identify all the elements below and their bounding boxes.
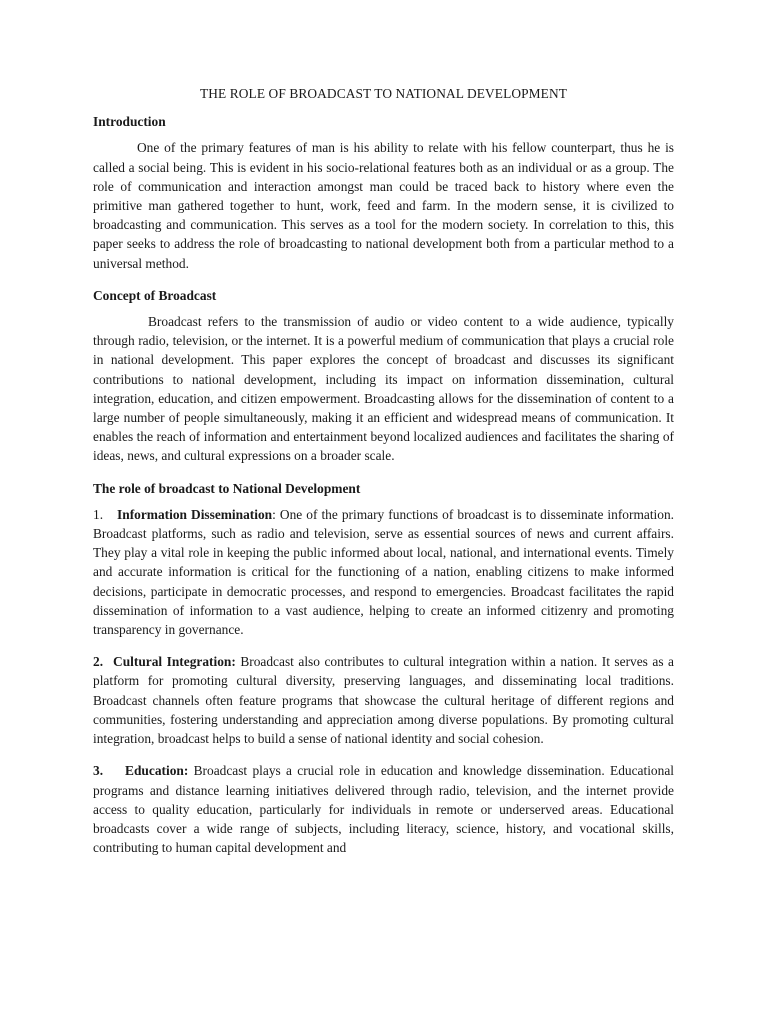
item-text: One of the primary functions of broadcast is to disseminate information. Broadcast platforms, such as radio and television, serve as essential sources of news and current affairs. They play a vital role in keeping the public informed about local, national, and international events. Timely and accurate information is critical for the functioning of a nation, enabling citizens to make informed decisions, participate in democratic processes, and respond to emergencies. Broadcast facilitates the rapid dissemination of information to a vast audience, helping to create an informed citizenry and promoting transparency in governance. [93, 506, 675, 638]
item-label: Information Dissemination [117, 506, 273, 522]
role-item-education [93, 761, 674, 857]
role-item-information-dissemination [93, 505, 674, 639]
role-heading: The role of broadcast to National Development [93, 480, 361, 496]
role-item-cultural-integration [93, 652, 674, 748]
item-label: Education: [125, 763, 189, 779]
introduction-paragraph: One of the primary features of man is his ability to relate with his fellow counterpart, thus he is called a social being. This is evident in his socio-relational features both as an individual or as a group. The role of communication and interaction amongst man could be traced back to history where even the primitive man gathered together to hunt, work, feed and farm. In the modern sense, it is civilized to broadcasting and communication. This serves as a tool for the modern society. In correlation to this, this paper seeks to address the role of broadcasting to national development both from a particular method to a universal method. [93, 140, 674, 271]
item-number: 3. [93, 763, 104, 779]
item-separator: : [272, 506, 276, 522]
item-text: Broadcast also contributes to cultural integration within a nation. It serves as a platform for promoting cultural diversity, preserving languages, and disseminating local traditions. Broadcast channels often feature programs that showcase the cultural heritage of different regions and communities, fostering understanding and appreciation among diverse populations. By promoting cultural integration, broadcast helps to build a sense of national identity and social cohesion. [93, 654, 674, 747]
item-label: Cultural Integration: [113, 654, 236, 670]
introduction-heading: Introduction [93, 114, 166, 130]
item-text: Broadcast plays a crucial role in education and knowledge dissemination. Educational programs and distance learning initiatives delivered through radio, television, and the internet provide access to quality education, particularly for individuals in remote or underserved areas. Educational broadcasts cover a wide range of subjects, including literacy, science, history, and vocational skills, contributing to human capital development and [93, 763, 674, 856]
item-number: 2. [93, 654, 104, 670]
concept-paragraph: Broadcast refers to the transmission of audio or video content to a wide audience, typically through radio, television, or the internet. It is a powerful medium of communication that plays a crucial role in national development. This paper explores the concept of broadcast and discusses its significant contributions to national development, including its impact on information dissemination, cultural integration, education, and citizen empowerment. Broadcasting allows for the dissemination of content to a large number of people simultaneously, making it an efficient and widespread means of communication. It enables the reach of information and entertainment beyond localized audiences and facilitates the sharing of ideas, news, and cultural expressions on a broader scale. [93, 314, 674, 464]
document-title: THE ROLE OF BROADCAST TO NATIONAL DEVELOPMENT [199, 86, 568, 101]
concept-heading: Concept of Broadcast [93, 287, 217, 303]
document-page [93, 84, 674, 870]
item-number: 1. [93, 506, 104, 522]
